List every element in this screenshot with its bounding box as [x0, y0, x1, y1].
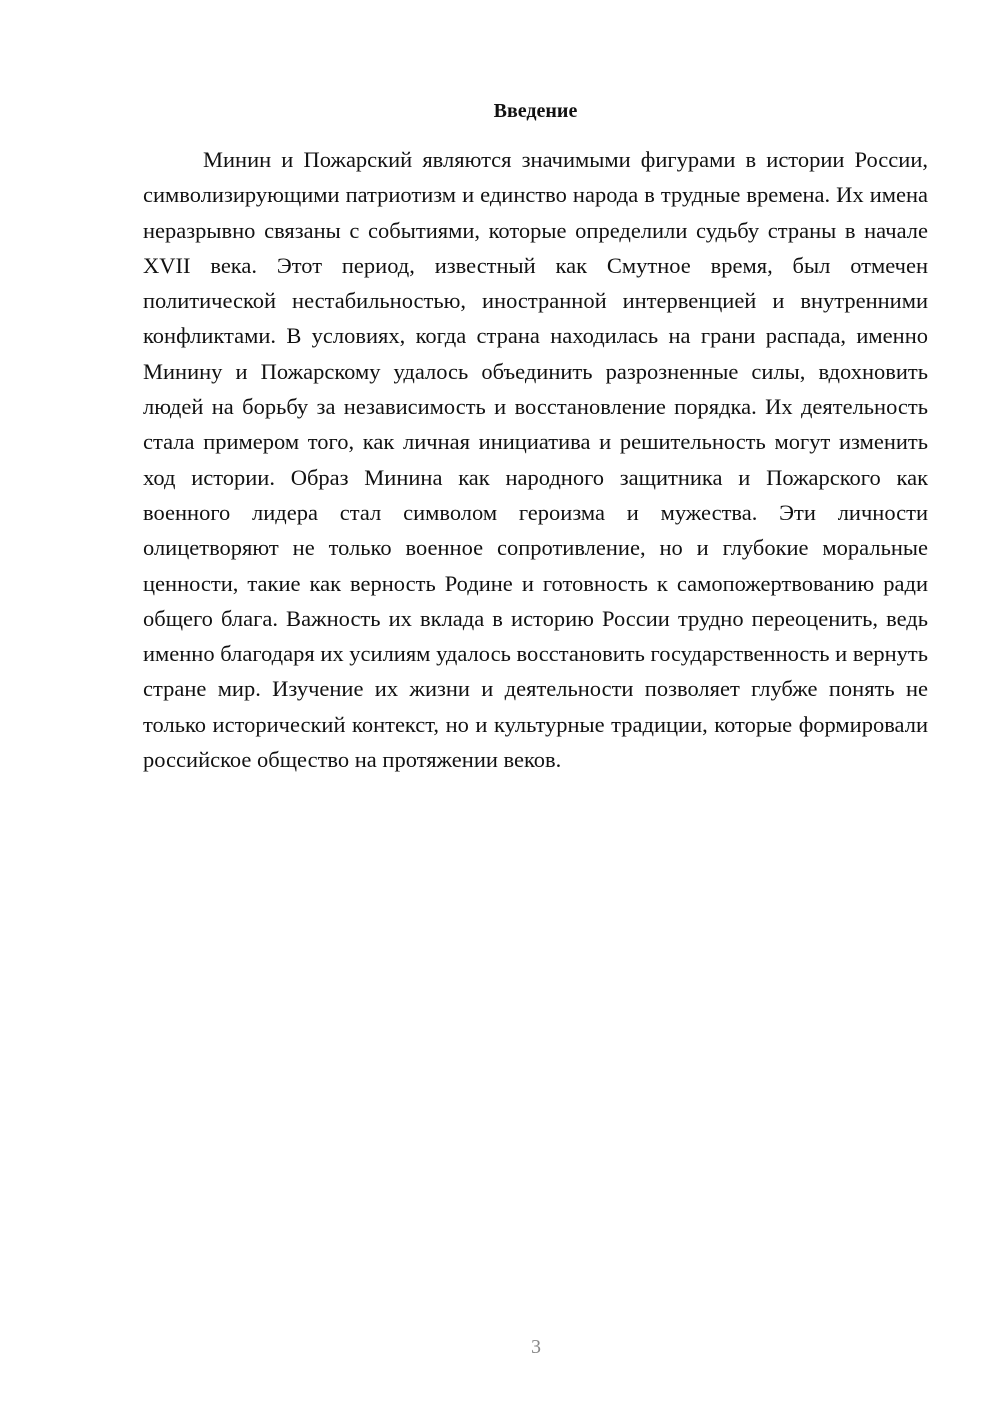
page-number: 3 [531, 1336, 541, 1358]
section-heading: Введение [493, 100, 578, 122]
body-paragraph: Минин и Пожарский являются значимыми фигурами в истории России, символизирующими патриотизм и единство народа в трудные времена. Их имена неразрывно связаны с событиями, которые определили судьбу страны в начале XVII века. Этот период, известный как Смутное время, был отмечен политической нестабильностью, иностранной интервенцией и внутренними конфликтами. В условиях, когда страна находилась на грани распада, именно Минину и Пожарскому удалось объединить разрозненные силы, вдохновить людей на борьбу за независимость и восстановление порядка. Их деятельность стала примером того, как личная инициатива и решительность могут изменить ход истории. Образ Минина как народного защитника и Пожарского как военного лидера стал символом героизма и мужества. Эти личности олицетворяют не только военное сопротивление, но и глубокие моральные ценности, такие как верность Родине и готовность к самопожертвованию ради общего блага. Важность их вклада в историю России трудно переоценить, ведь именно благодаря их усилиям удалось восстановить государственность и вернуть стране мир. Изучение их жизни и деятельности позволяет глубже понять не только исторический контекст, но и культурные традиции, которые формировали российское общество на протяжении веков. [143, 147, 928, 773]
